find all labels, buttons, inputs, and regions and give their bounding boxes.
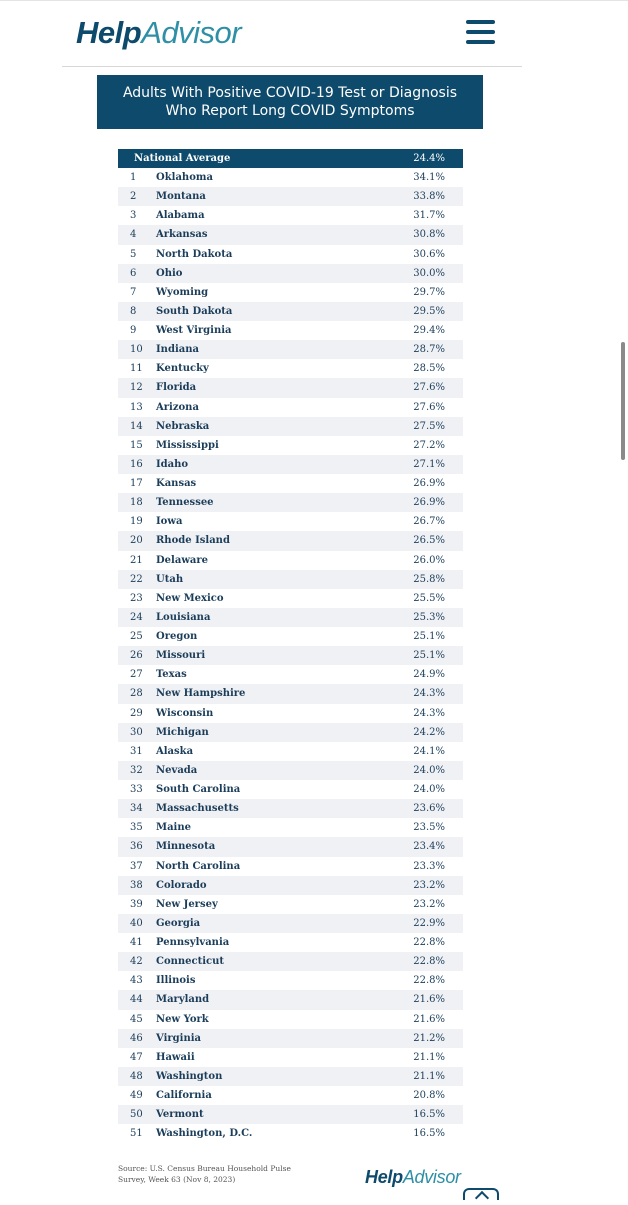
value-cell: 23.6% [413,803,445,815]
value-cell: 26.5% [413,535,445,547]
page-scrollbar[interactable] [621,342,625,460]
state-cell: Washington [156,1070,223,1082]
rank-cell: 18 [130,497,143,509]
state-cell: Nevada [156,764,198,776]
rank-cell: 24 [130,611,143,623]
value-cell: 20.8% [413,1090,445,1102]
table-row [118,302,463,321]
source-note [118,1163,318,1185]
chart-title-line-2: Who Report Long COVID Symptoms [165,103,415,119]
state-cell: Louisiana [156,611,211,623]
state-cell: West Virginia [156,325,232,337]
national-average-value: 24.4% [413,153,445,164]
state-cell: South Carolina [156,784,241,796]
state-cell: Minnesota [156,841,216,853]
table-row [118,570,463,589]
state-cell: Georgia [156,917,201,929]
source-line-2: Survey, Week 63 (Nov 8, 2023) [118,1175,236,1184]
state-cell: North Carolina [156,860,241,872]
value-cell: 24.0% [413,764,445,776]
rank-cell: 51 [130,1128,143,1140]
table-row [118,1029,463,1048]
value-cell: 29.5% [413,305,445,317]
rank-cell: 50 [130,1109,143,1121]
value-cell: 21.1% [413,1070,445,1082]
rank-cell: 29 [130,707,143,719]
state-cell: North Dakota [156,248,233,260]
value-cell: 23.3% [413,860,445,872]
rank-cell: 33 [130,784,143,796]
table-row [118,340,463,359]
state-cell: Virginia [156,1032,201,1044]
rank-cell: 1 [130,172,137,184]
rank-cell: 48 [130,1070,143,1082]
logo-advisor-text: Advisor [141,15,242,50]
state-cell: Alaska [156,745,194,757]
table-row [118,952,463,971]
table-row [118,627,463,646]
state-cell: Arizona [156,401,199,413]
rank-cell: 13 [130,401,143,413]
table-row [118,1010,463,1029]
logo-help-text: Help [76,15,142,50]
national-average-row [118,149,463,168]
table-row [118,914,463,933]
rank-cell: 7 [130,286,137,298]
rank-cell: 3 [130,210,137,222]
table-row [118,933,463,952]
value-cell: 24.3% [413,688,445,700]
value-cell: 27.6% [413,401,445,413]
long-covid-table [118,149,463,1143]
value-cell: 21.6% [413,994,445,1006]
rank-cell: 47 [130,1051,143,1063]
national-average-label: National Average [134,153,231,164]
value-cell: 24.1% [413,745,445,757]
value-cell: 25.8% [413,573,445,585]
value-cell: 31.7% [413,210,445,222]
rank-cell: 49 [130,1090,143,1102]
rank-cell: 20 [130,535,143,547]
state-cell: New Jersey [156,898,218,910]
table-row [118,1124,463,1143]
state-cell: Kansas [156,478,197,490]
state-cell: Wyoming [156,286,209,298]
table-row [118,436,463,455]
value-cell: 24.2% [413,726,445,738]
table-row [118,990,463,1009]
table-row [118,264,463,283]
table-row [118,837,463,856]
state-cell: Mississippi [156,439,219,451]
state-cell: Ohio [156,267,183,279]
table-row [118,321,463,340]
state-cell: Connecticut [156,956,225,968]
rank-cell: 5 [130,248,137,260]
rank-cell: 14 [130,420,143,432]
chart-title-line-1: Adults With Positive COVID-19 Test or Diagnosis [122,85,458,101]
table-row [118,780,463,799]
table-row [118,1086,463,1105]
value-cell: 27.6% [413,382,445,394]
table-row [118,1067,463,1086]
rank-cell: 45 [130,1013,143,1025]
state-cell: Oregon [156,631,198,643]
state-cell: Tennessee [156,497,214,509]
table-row [118,245,463,264]
state-cell: Florida [156,382,197,394]
table-row [118,665,463,684]
value-cell: 27.1% [413,458,445,470]
table-row [118,455,463,474]
value-cell: 16.5% [413,1128,445,1140]
state-cell: Oklahoma [156,172,213,184]
state-cell: Delaware [156,554,209,566]
state-cell: Texas [156,669,187,681]
source-line-1: Source: U.S. Census Bureau Household Pulse [118,1164,291,1173]
table-row [118,684,463,703]
rank-cell: 46 [130,1032,143,1044]
state-cell: New Hampshire [156,688,246,700]
rank-cell: 43 [130,975,143,987]
table-row [118,206,463,225]
state-cell: Maine [156,822,191,834]
state-cell: Idaho [156,458,189,470]
rank-cell: 9 [130,325,137,337]
state-cell: Pennsylvania [156,937,230,949]
value-cell: 29.7% [413,286,445,298]
table-row [118,398,463,417]
table-row [118,378,463,397]
rank-cell: 41 [130,937,143,949]
value-cell: 23.2% [413,898,445,910]
table-row [118,971,463,990]
rank-cell: 15 [130,439,143,451]
value-cell: 27.5% [413,420,445,432]
value-cell: 22.9% [413,917,445,929]
rank-cell: 30 [130,726,143,738]
table-row [118,895,463,914]
value-cell: 26.9% [413,478,445,490]
table-row [118,187,463,206]
state-cell: Colorado [156,879,207,891]
rank-cell: 6 [130,267,137,279]
rank-cell: 40 [130,917,143,929]
hamburger-menu-icon[interactable] [466,20,496,46]
state-cell: Wisconsin [156,707,214,719]
value-cell: 26.9% [413,497,445,509]
table-row [118,723,463,742]
rank-cell: 17 [130,478,143,490]
table-row [118,551,463,570]
state-cell: Washington, D.C. [156,1128,253,1140]
value-cell: 30.6% [413,248,445,260]
value-cell: 23.5% [413,822,445,834]
value-cell: 25.5% [413,592,445,604]
value-cell: 28.5% [413,363,445,375]
table-row [118,283,463,302]
rank-cell: 37 [130,860,143,872]
rank-cell: 21 [130,554,143,566]
table-row [118,168,463,187]
rank-cell: 16 [130,458,143,470]
value-cell: 27.2% [413,439,445,451]
table-row [118,493,463,512]
value-cell: 29.4% [413,325,445,337]
state-cell: Illinois [156,975,196,987]
value-cell: 25.3% [413,611,445,623]
value-cell: 22.8% [413,975,445,987]
table-row [118,531,463,550]
value-cell: 21.1% [413,1051,445,1063]
value-cell: 30.0% [413,267,445,279]
state-cell: Utah [156,573,184,585]
chart-title [97,75,483,129]
back-to-top-chevron-up-icon[interactable] [463,1188,499,1200]
state-cell: Montana [156,191,206,203]
table-row [118,704,463,723]
rank-cell: 4 [130,229,137,241]
state-cell: South Dakota [156,305,233,317]
table-row [118,876,463,895]
value-cell: 22.8% [413,956,445,968]
value-cell: 24.0% [413,784,445,796]
value-cell: 23.4% [413,841,445,853]
rank-cell: 23 [130,592,143,604]
table-row [118,857,463,876]
rank-cell: 8 [130,305,137,317]
rank-cell: 28 [130,688,143,700]
state-cell: Michigan [156,726,209,738]
state-cell: Indiana [156,344,199,356]
table-row [118,474,463,493]
value-cell: 25.1% [413,650,445,662]
state-cell: Missouri [156,650,206,662]
table-row [118,589,463,608]
value-cell: 24.9% [413,669,445,681]
rank-cell: 25 [130,631,143,643]
rank-cell: 2 [130,191,137,203]
menu-bar [466,40,495,44]
helpadvisor-logo[interactable] [76,15,241,51]
table-row [118,799,463,818]
rank-cell: 26 [130,650,143,662]
state-cell: Vermont [156,1109,204,1121]
rank-cell: 10 [130,344,143,356]
value-cell: 30.8% [413,229,445,241]
site-header [62,0,522,67]
table-row [118,646,463,665]
table-row [118,1105,463,1124]
value-cell: 28.7% [413,344,445,356]
table-row [118,359,463,378]
state-cell: Hawaii [156,1051,195,1063]
value-cell: 21.2% [413,1032,445,1044]
rank-cell: 12 [130,382,143,394]
table-row [118,608,463,627]
value-cell: 23.2% [413,879,445,891]
table-row [118,225,463,244]
value-cell: 26.0% [413,554,445,566]
value-cell: 24.3% [413,707,445,719]
value-cell: 26.7% [413,516,445,528]
state-cell: New York [156,1013,209,1025]
rank-cell: 31 [130,745,143,757]
value-cell: 33.8% [413,191,445,203]
rank-cell: 35 [130,822,143,834]
rank-cell: 22 [130,573,143,585]
rank-cell: 36 [130,841,143,853]
value-cell: 25.1% [413,631,445,643]
rank-cell: 27 [130,669,143,681]
menu-bar [466,20,495,24]
state-cell: Alabama [156,210,205,222]
table-row [118,742,463,761]
rank-cell: 39 [130,898,143,910]
rank-cell: 42 [130,956,143,968]
footer-logo-help-text: Help [365,1167,403,1187]
value-cell: 22.8% [413,937,445,949]
rank-cell: 32 [130,764,143,776]
rank-cell: 38 [130,879,143,891]
state-cell: Iowa [156,516,183,528]
state-cell: Nebraska [156,420,210,432]
table-row [118,761,463,780]
rank-cell: 11 [130,363,143,375]
footer-logo-advisor-text: Advisor [402,1167,461,1187]
rank-cell: 19 [130,516,143,528]
table-row [118,512,463,531]
state-cell: Arkansas [156,229,208,241]
state-cell: California [156,1090,212,1102]
state-cell: New Mexico [156,592,224,604]
table-row [118,417,463,436]
state-cell: Rhode Island [156,535,230,547]
state-cell: Massachusetts [156,803,239,815]
value-cell: 21.6% [413,1013,445,1025]
state-cell: Maryland [156,994,210,1006]
table-row [118,818,463,837]
value-cell: 34.1% [413,172,445,184]
rank-cell: 34 [130,803,143,815]
value-cell: 16.5% [413,1109,445,1121]
rank-cell: 44 [130,994,143,1006]
footer-helpadvisor-logo [365,1167,461,1188]
table-row [118,1048,463,1067]
menu-bar [466,30,495,34]
state-cell: Kentucky [156,363,209,375]
